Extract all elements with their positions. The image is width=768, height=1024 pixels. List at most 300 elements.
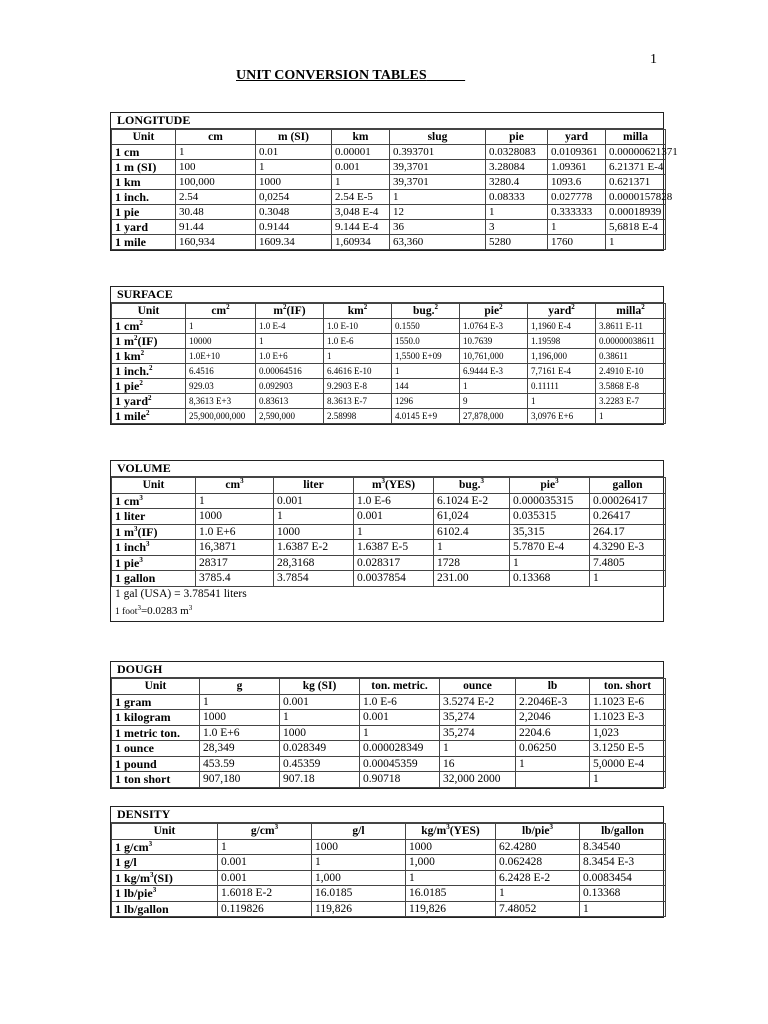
table-cell [256,319,324,334]
table-cell [332,205,390,220]
column-header [280,679,360,695]
cell-text: 160,934 [179,236,215,248]
column-header [460,304,528,319]
table-cell [590,509,666,525]
note-foot-label: 1 foot [115,606,138,617]
table-cell [256,205,332,220]
row-label [112,901,218,917]
cell-text: 1760 [551,236,573,248]
table-cell [332,190,390,205]
cell-text: 1.0 E+6 [199,525,236,538]
column-header [200,679,280,695]
row-label [112,220,176,235]
table-cell [186,334,256,349]
cell-text: 1 [179,146,185,158]
cell-text: Unit [137,305,160,317]
cell-text: 0,0254 [259,191,290,203]
table-cell [324,334,392,349]
table-cell [176,145,256,160]
cell-text: 1 [463,381,468,391]
cell-text: 25,900,000,000 [189,411,246,421]
table-cell [324,394,392,409]
table-cell [256,160,332,175]
cell-text: 0.062428 [499,856,543,868]
cell-text: 119,826 [315,902,352,915]
cell-text: 3.28084 [489,161,525,173]
unit-exponent: 2 [363,303,368,312]
unit-exponent: 2 [134,334,138,342]
unit-exponent: 2 [149,364,153,372]
row-label [112,524,196,540]
table-cell [516,694,590,710]
cell-text: 1 [203,695,209,708]
table-cell [332,160,390,175]
table-cell [590,741,666,757]
table-cell [440,710,516,726]
cell-text: 63,360 [393,236,424,248]
table-cell [176,205,256,220]
table-cell [324,379,392,394]
table-cell [434,509,510,525]
cell-text: 100 [179,161,196,173]
table-cell [256,349,324,364]
cell-text: 2.4910 E-10 [599,366,644,376]
table-row [112,756,666,772]
document-title [236,68,465,84]
table-cell [280,772,360,788]
cell-text: 1.6018 E-2 [221,887,273,899]
table-cell [590,571,666,587]
table-cell [580,886,666,902]
table-cell [580,855,666,871]
cell-text: 1 cm [115,493,140,508]
title-text: UNIT CONVERSION TABLES [236,68,427,83]
header-row [112,478,666,494]
column-header [332,130,390,145]
cell-text: 1 [531,396,536,406]
cell-text: 1 m [115,524,134,539]
page-number: 1 [650,52,657,67]
table-row [112,839,666,855]
unit-exponent: 3 [148,839,153,848]
cell-text: 0.001 [357,510,383,522]
table-cell [390,145,486,160]
cell-text: 1.0 E-10 [327,321,358,331]
table-row [112,555,666,571]
cell-text: 7.4805 [593,556,625,569]
cell-text: 264.17 [593,525,625,538]
table-cell [516,756,590,772]
column-header [354,478,434,494]
column-header [406,824,496,840]
note-sup-2: 3 [188,603,193,612]
row-label [112,145,176,160]
table-cell [528,349,596,364]
note-foot-value: =0.0283 m [140,604,189,617]
cell-text: 35,315 [513,525,545,538]
cell-text: 0.38611 [599,351,628,361]
cell-text: 1 [443,742,449,754]
unit-exponent: 3 [446,823,450,832]
dough-table [110,661,664,789]
cell-text: 5280 [489,236,511,248]
cell-text: 39,3701 [393,161,429,173]
cell-text: 0.001 [335,161,360,173]
cell-text: (YES) [449,825,480,837]
table-row [112,901,666,917]
table-row [112,540,666,556]
table-cell [596,379,666,394]
column-header [112,304,186,319]
table-row [112,524,666,540]
table-cell [606,235,666,250]
row-label [112,710,200,726]
cell-text: 0.83613 [259,396,289,406]
table-cell [406,870,496,886]
cell-text: 0.00000621371 [609,146,678,158]
table-cell [434,493,510,509]
cell-text: 16.0185 [409,887,447,899]
table-cell [460,349,528,364]
table-cell [280,725,360,741]
cell-text: 1 [409,871,415,884]
table-cell [590,725,666,741]
header-row [112,824,666,840]
row-label [112,409,186,424]
unit-exponent: 2 [148,394,152,402]
cell-text: slug [427,131,448,143]
table-cell [392,379,460,394]
table-cell [440,772,516,788]
cell-text: 1 [583,902,589,915]
table-row [112,493,666,509]
cell-text: 3.5868 E-8 [599,381,639,391]
surface-table [110,286,664,425]
row-label [112,160,176,175]
cell-text: 6.21371 E-4 [609,161,664,173]
table-cell [516,725,590,741]
table-cell [486,175,548,190]
table-cell [510,540,590,556]
table-cell [528,379,596,394]
table-cell [354,524,434,540]
cell-text: 6.4616 E-10 [327,366,372,376]
table-cell [332,175,390,190]
cell-text: 3.8611 E-11 [599,321,643,331]
cell-text: 1 liter [115,509,146,523]
cell-text: 6102.4 [437,525,469,538]
table-cell [406,886,496,902]
table-cell [186,349,256,364]
cell-text: 2,590,000 [259,411,295,421]
cell-text: 1 lb/gallon [115,901,169,916]
column-header [312,824,406,840]
cell-text: 0.90718 [363,773,401,785]
cell-text: 4.3290 E-3 [593,541,645,553]
cell-text: 10000 [189,336,212,346]
table-cell [486,145,548,160]
volume-table [110,460,664,622]
cell-text: 1,000 [315,871,341,884]
volume-note-foot [111,602,663,621]
cell-text: Unit [153,825,176,837]
cell-text: (YES) [385,479,416,491]
cell-text: 1 pie [115,205,140,219]
cell-text: 0.00000038611 [599,336,655,346]
table-cell [510,493,590,509]
table-cell [324,409,392,424]
table-cell [496,901,580,917]
cell-text: 0.001 [221,856,247,868]
cell-text: 1 inch. [115,190,150,204]
cell-text: (IF) [286,305,306,317]
cell-text: 9.2903 E-8 [327,381,367,391]
column-header [218,824,312,840]
table-cell [460,319,528,334]
table-row [112,394,666,409]
table-cell [218,839,312,855]
cell-text: m [273,305,283,317]
cell-text: 0.000035315 [513,494,574,507]
cell-text: 1 lb/pie [115,886,153,900]
cell-text: 0.119826 [221,902,264,915]
table-cell [274,509,354,525]
row-label [112,493,196,509]
cell-text: 6.2428 E-2 [499,871,551,884]
table-cell [332,235,390,250]
row-label [112,870,218,886]
column-header [324,304,392,319]
cell-text: 1,60934 [335,236,371,248]
cell-text: 1 [519,757,525,770]
table-cell [256,235,332,250]
cell-text: m [371,479,382,491]
cell-text: 1 mile [115,235,146,249]
cell-text: 1 ton short [115,772,171,786]
cell-text: 1.6387 E-5 [357,541,409,553]
table-cell [486,205,548,220]
row-label [112,205,176,220]
table-cell [256,334,324,349]
cell-text: 1.6387 E-2 [277,541,329,553]
cell-text: 6.9444 E-3 [463,366,503,376]
table-cell [218,870,312,886]
cell-text: g [236,680,243,692]
table-row [112,509,666,525]
table-cell [332,145,390,160]
cell-text: 8.34540 [583,840,621,853]
table-cell [186,409,256,424]
cell-text: gallon [612,479,643,491]
cell-text: 0.027778 [551,191,593,203]
cell-text: 1609.34 [259,236,295,248]
table-row [112,694,666,710]
unit-exponent: 3 [146,540,150,548]
cell-text: 2.54 E-5 [335,191,373,203]
table-cell [434,540,510,556]
table-cell [528,409,596,424]
cell-text: 35,274 [443,711,475,723]
cell-text: 1 km [115,175,141,189]
cell-text: km [352,131,369,143]
cell-text: 0.45359 [283,757,321,770]
table-row [112,190,666,205]
cell-text: 1 [593,572,599,584]
row-label [112,235,176,250]
table-cell [274,540,354,556]
cell-text: 907,180 [203,773,241,785]
cell-text: 1 yard [115,394,148,408]
cell-text: 3.1250 E-5 [593,742,645,754]
row-label [112,555,196,571]
table-cell [528,364,596,379]
cell-text: 0.028349 [283,742,327,754]
table-cell [496,886,580,902]
cell-text: 453.59 [203,757,235,770]
cell-text: 3.7854 [277,572,309,584]
table-cell [360,694,440,710]
cell-text: 1 [315,856,321,868]
table-cell [390,235,486,250]
column-header [516,679,590,695]
cell-text: 1 mile [115,409,146,423]
cell-text: 1 [609,236,615,248]
table-cell [392,334,460,349]
column-header [112,679,200,695]
cell-text: 1 [513,556,519,569]
table-row [112,886,666,902]
cell-text: 1.1023 E-3 [593,711,645,723]
table-cell [486,160,548,175]
cell-text: m (SI) [278,131,309,143]
cell-text: liter [303,479,324,491]
table-row [112,175,666,190]
table-cell [596,319,666,334]
cell-text: 1 [599,411,604,421]
cell-text: 1728 [437,556,460,569]
cell-text: 0.393701 [393,146,435,158]
table-cell [360,756,440,772]
column-header [112,824,218,840]
cell-text: yard [548,305,572,317]
cell-text: bug. [459,479,481,491]
table-cell [596,394,666,409]
cell-text: 1 [489,206,495,218]
unit-exponent: 3 [150,870,154,879]
table-cell [580,839,666,855]
unit-exponent: 3 [381,477,386,486]
table-cell [460,379,528,394]
cell-text: 1000 [259,176,281,188]
table-row [112,870,666,886]
cell-text: 62.4280 [499,840,537,853]
cell-text: 1 inch. [115,364,150,378]
cell-text: 28,349 [203,742,235,754]
cell-text: 1 gallon [115,571,156,585]
table-cell [496,855,580,871]
cell-text: 1.0 E-4 [259,321,286,331]
table-row [112,409,666,424]
cell-text: 0.13368 [513,572,551,584]
cell-text: pie [509,131,524,143]
table-cell [516,772,590,788]
cell-text: 1093.6 [551,176,582,188]
cell-text: ton. short [603,680,652,692]
cell-text: 929.03 [189,381,214,391]
cell-text: 9.144 E-4 [335,221,379,233]
cell-text: bug. [413,305,435,317]
row-label [112,741,200,757]
column-header [590,478,666,494]
unit-exponent: 3 [152,886,157,894]
cell-text: 1000 [203,711,226,723]
table-cell [580,901,666,917]
cell-text: 1296 [395,396,413,406]
cell-text: 1 [437,541,443,553]
table-row [112,855,666,871]
table-cell [256,220,332,235]
table-cell [392,349,460,364]
cell-text: 1000 [277,525,300,538]
cell-text: (IF) [137,524,158,539]
table-cell [510,555,590,571]
cell-text: 1 [259,161,265,173]
table-cell [460,364,528,379]
cell-text: 8.3454 E-3 [583,856,635,868]
column-header [112,130,176,145]
table-cell [176,190,256,205]
cell-text: 1 km [115,349,141,363]
table-cell [218,886,312,902]
cell-text: 1 [551,221,557,233]
table-cell [406,855,496,871]
cell-text: 1 pie [115,555,140,570]
column-header [274,478,354,494]
cell-text: 1 cm [115,319,140,333]
cell-text: 6.4516 [189,366,214,376]
unit-exponent: 2 [641,303,645,312]
column-header [390,130,486,145]
cell-text: 0.0000157828 [609,191,673,203]
table-cell [392,409,460,424]
unit-exponent: 2 [140,349,145,357]
table-cell [548,205,606,220]
cell-text: (IF) [137,334,158,348]
cell-text: 30.48 [179,206,204,218]
table-cell [324,364,392,379]
cell-text: 1 g/cm [115,839,149,854]
cell-text: 0.1550 [395,321,420,331]
cell-text: ounce [463,680,492,692]
unit-exponent: 2 [226,303,230,312]
table-cell [390,220,486,235]
table-cell [186,394,256,409]
table-cell [324,319,392,334]
column-header [510,478,590,494]
table-cell [590,710,666,726]
cell-text: 0.001 [283,695,309,708]
cell-text: kg (SI) [302,680,337,692]
table-cell [390,205,486,220]
cell-text: 1 m (SI) [115,160,157,174]
cell-text: Unit [132,131,155,143]
cell-text: cm [225,479,241,491]
table-cell [390,160,486,175]
cell-text: 1550.0 [395,336,420,346]
cell-text: 32,000 2000 [443,773,501,785]
table-cell [354,555,434,571]
cell-text: 0.00001 [335,146,371,158]
